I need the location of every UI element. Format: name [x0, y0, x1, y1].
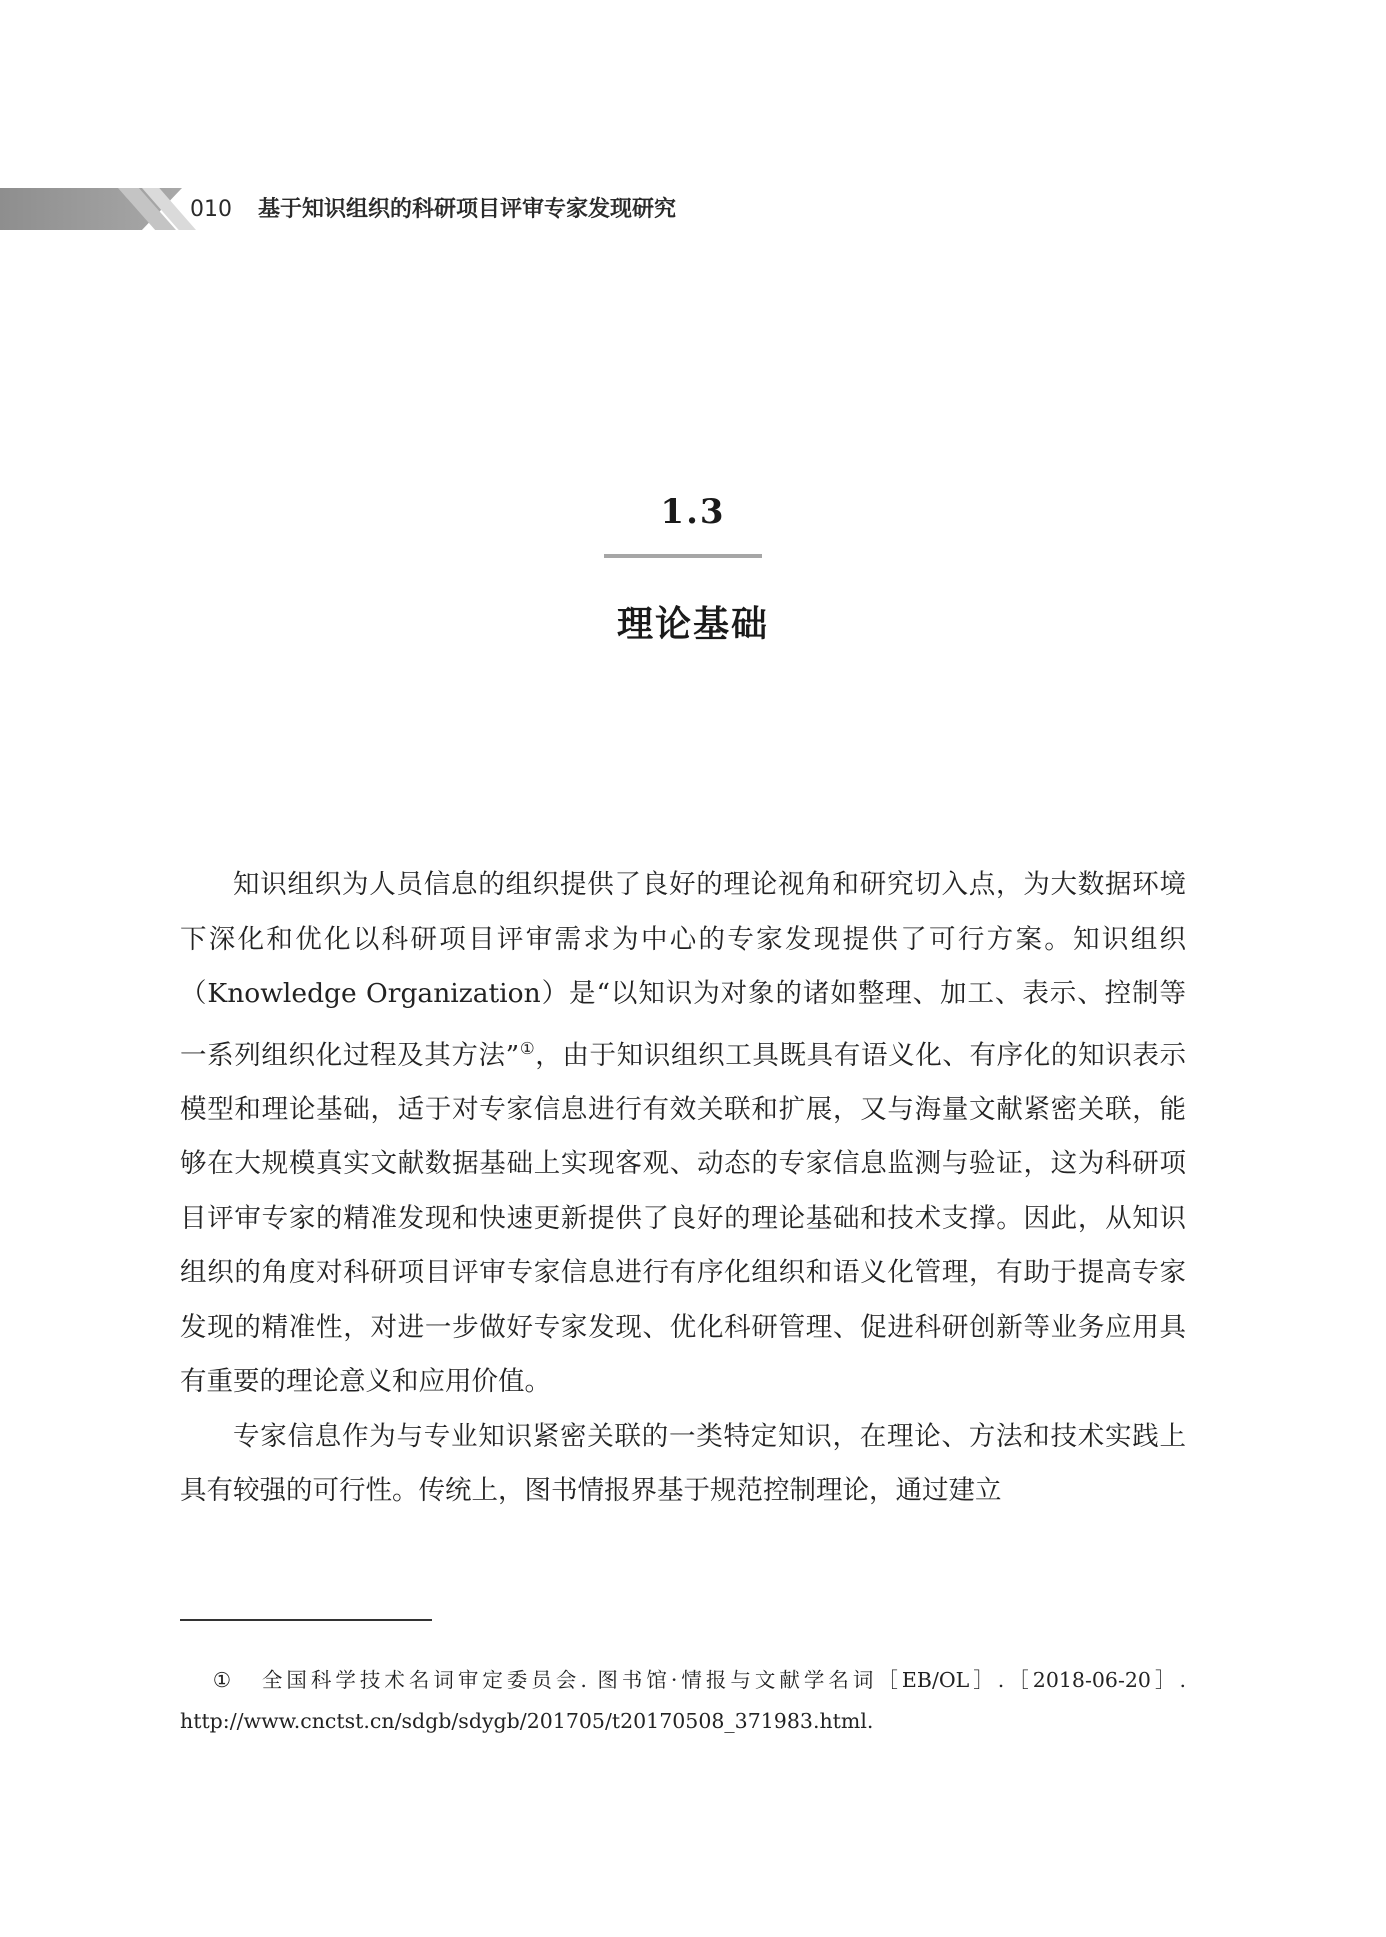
footnote-text: 全国科学技术名词审定委员会. 图书馆·情报与文献学名词［EB/OL］.［2018-06-20］. http://www.cnctst.cn/sdgb/sdygb/201705/t20170508_371983.html. — [180, 1668, 1186, 1733]
section-number: 1.3 — [660, 492, 726, 532]
footnote-divider — [180, 1619, 432, 1621]
paragraph-text: 知识组织为人员信息的组织提供了良好的理论视角和研究切入点，为大数据环境下深化和优化以科研项目评审需求为中心的专家发现提供了可行方案。知识组织（Knowledge Organization）是“以知识为对象的诸如整理、加工、表示、控制等一系列组织化过程及其方法” — [180, 869, 1186, 1071]
footnote-marker: ① — [212, 1668, 232, 1692]
page-number: 010 — [190, 197, 232, 222]
section-title: 理论基础 — [616, 603, 769, 645]
paragraph-text: ，由于知识组织工具既具有语义化、有序化的知识表示模型和理论基础，适于对专家信息进行有效关联和扩展，又与海量文献紧密关联，能够在大规模真实文献数据基础上实现客观、动态的专家信息监测与验证，这为科研项目评审专家的精准发现和快速更新提供了良好的理论基础和技术支撑。因此，从知识组织的角度对科研项目评审专家信息进行有序化组织和语义化管理，有助于提高专家发现的精准性，对进一步做好专家发现、优化科研管理、促进科研创新等业务应用具有重要的理论意义和应用价值。 — [180, 1039, 1186, 1398]
paragraph: 专家信息作为与专业知识紧密关联的一类特定知识，在理论、方法和技术实践上具有较强的可行性。传统上，图书情报界基于规范控制理论，通过建立 — [180, 1420, 1186, 1507]
footnote-reference: ① — [519, 1038, 536, 1058]
paragraph — [180, 858, 1186, 1410]
body-text — [180, 858, 1186, 1519]
section-divider — [604, 554, 762, 558]
footnote — [180, 1660, 1186, 1742]
book-title: 基于知识组织的科研项目评审专家发现研究 — [258, 197, 677, 222]
running-head — [190, 192, 676, 223]
